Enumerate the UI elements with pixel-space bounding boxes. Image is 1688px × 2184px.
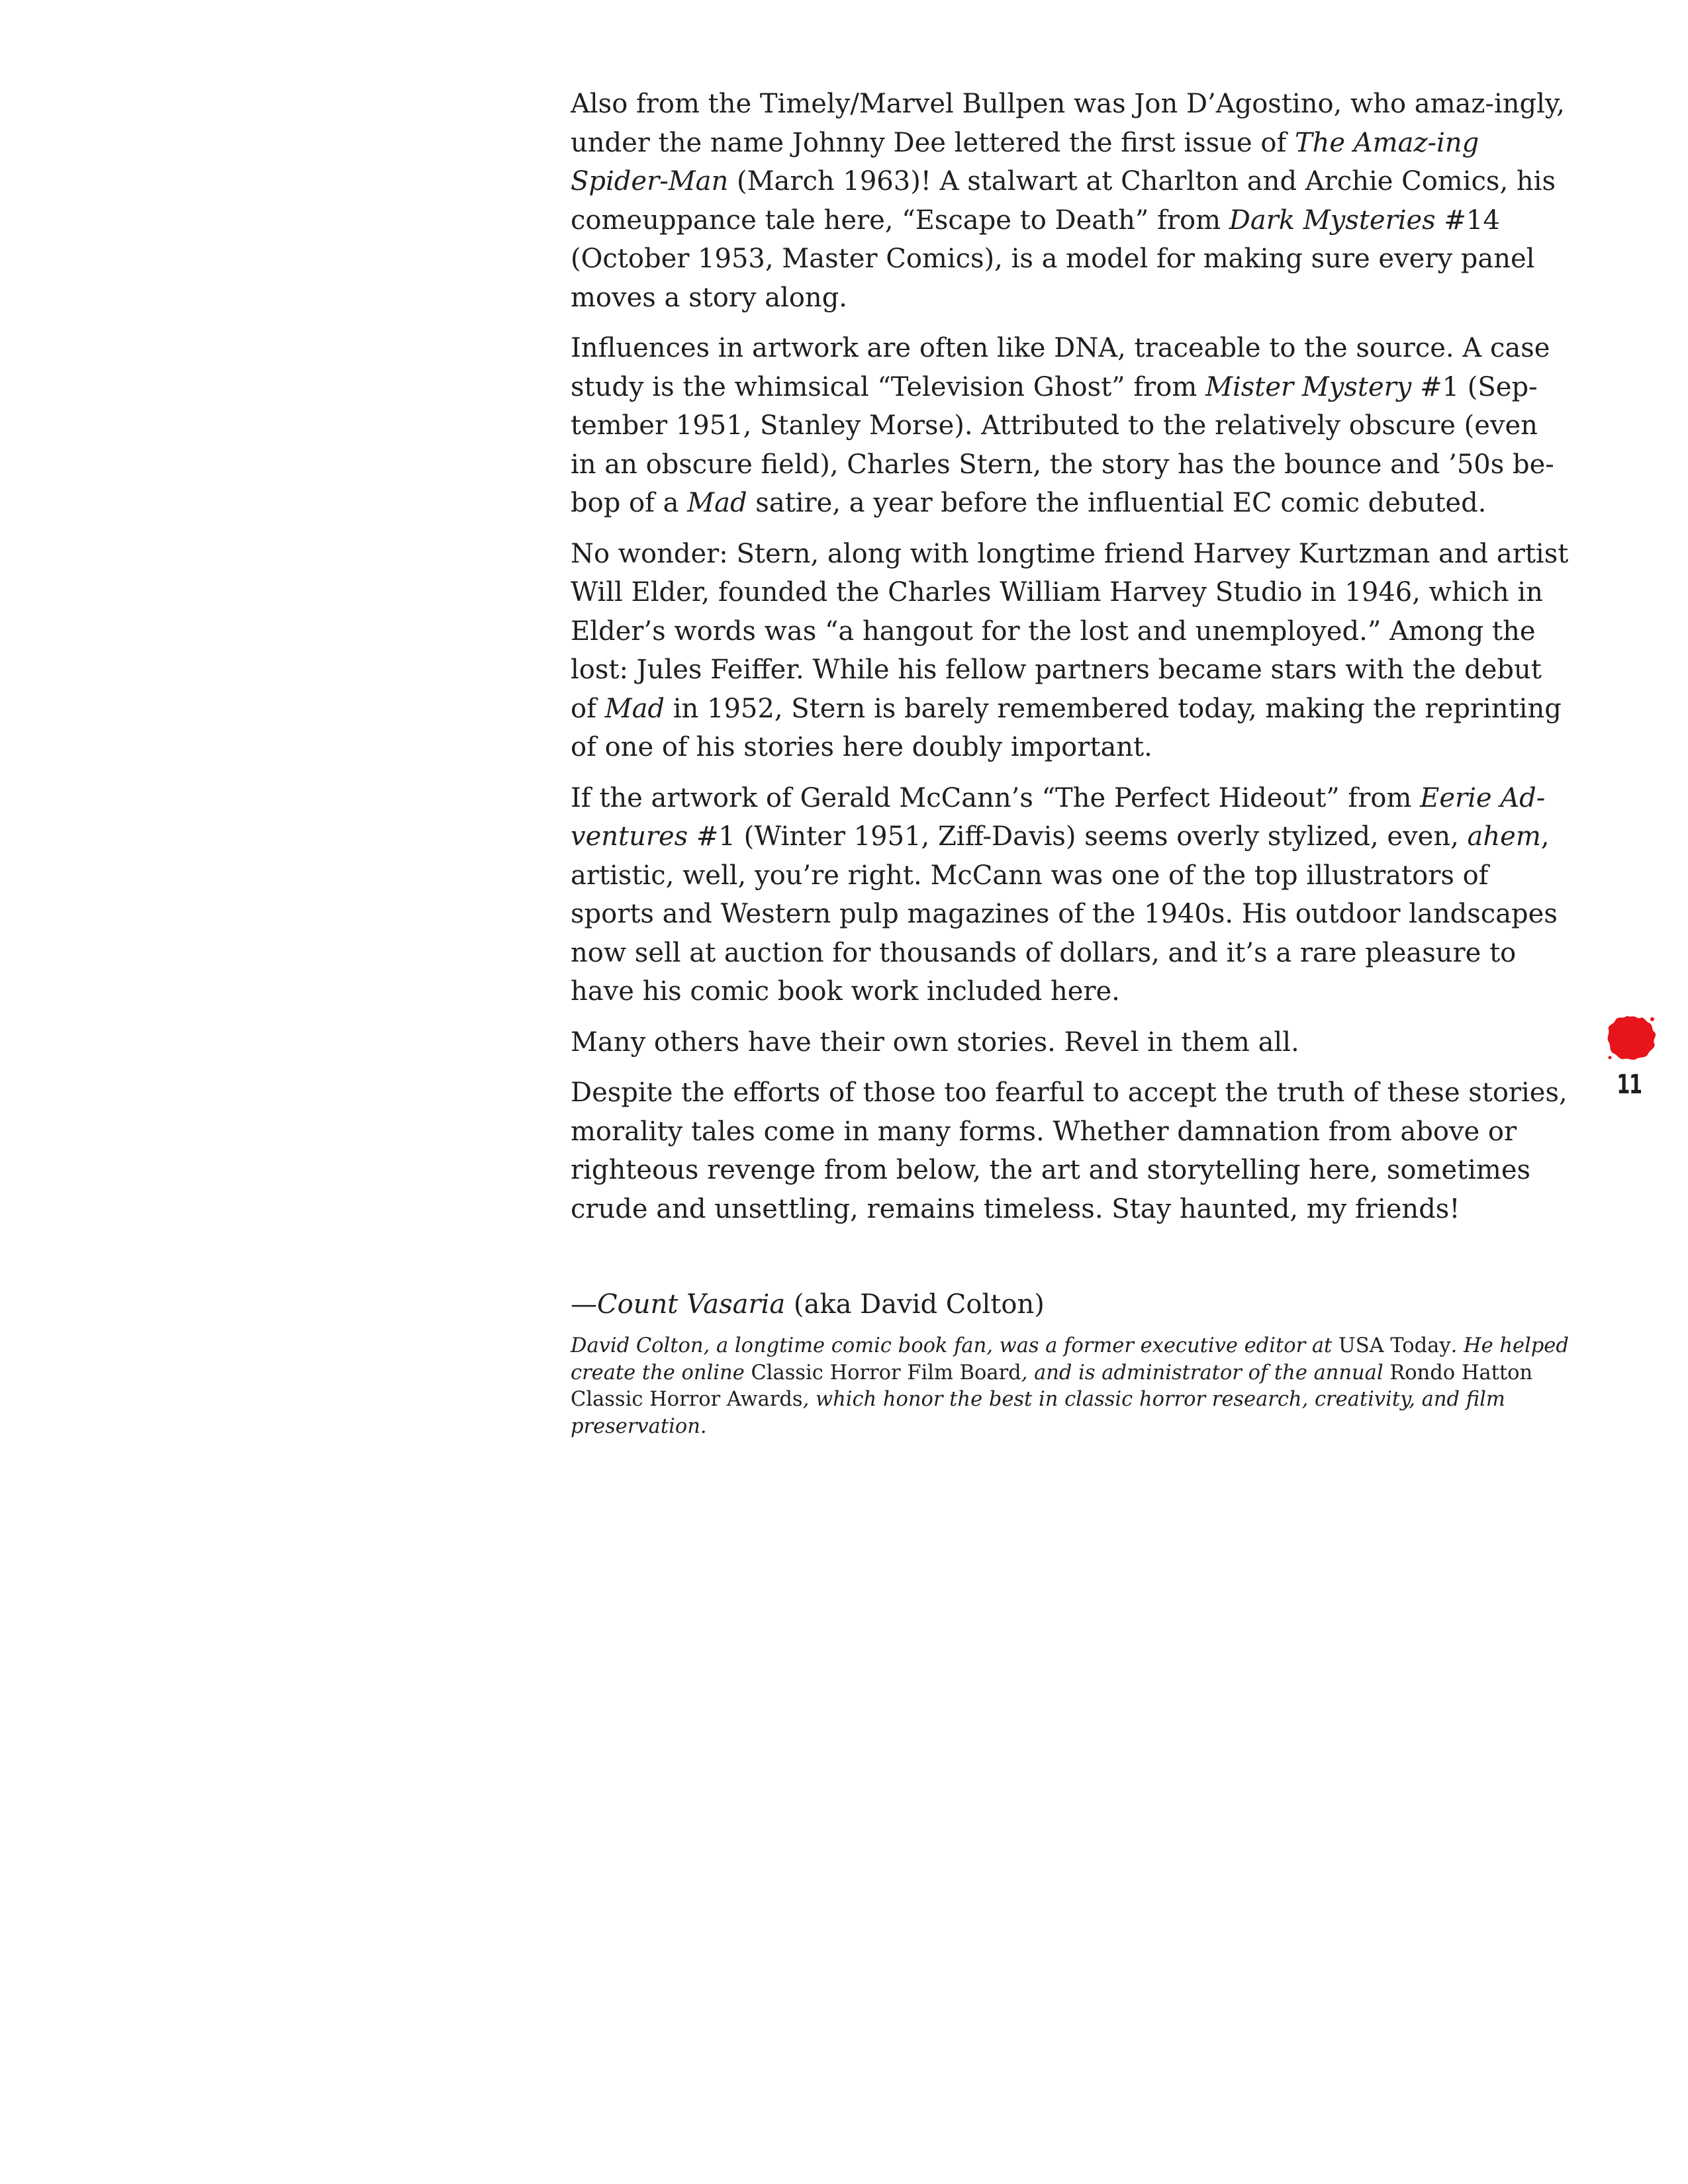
segment-italic: Eerie Ad-ventures — [571, 782, 1546, 852]
paragraph-2 — [571, 329, 1571, 523]
author-signoff — [571, 1285, 1571, 1324]
page-number: 11 — [1617, 1069, 1642, 1100]
signoff-aka: (aka David Colton) — [785, 1289, 1045, 1320]
segment: Influences in artwork are often like DNA, traceable to the source. A case study is the whimsical “Television Ghost” from — [571, 333, 1550, 402]
segment: Many others have their own stories. Revel in them all. — [571, 1026, 1299, 1058]
blood-splatter-icon — [1606, 1014, 1656, 1062]
segment-italic: Mister Mystery — [1205, 371, 1412, 402]
bio-segment-italic: , which honor the best in classic horror research, creativity, and film preservation. — [571, 1388, 1505, 1438]
bio-segment: Classic Horror Film Board — [751, 1361, 1021, 1385]
segment-italic: Mad — [687, 488, 747, 518]
blood-splatter-shape — [1608, 1016, 1656, 1060]
segment: If the artwork of Gerald McCann’s “The Perfect Hideout” from — [571, 782, 1421, 813]
blood-drop — [1609, 1056, 1612, 1060]
folio — [1601, 1014, 1660, 1120]
paragraph-3 — [571, 535, 1571, 767]
segment: satire, a year before the influential EC comic debuted. — [747, 488, 1487, 518]
bio-segment-italic: , and is administrator of the annual — [1021, 1361, 1390, 1385]
article-body — [571, 85, 1571, 1440]
paragraph-4 — [571, 779, 1571, 1011]
bio-segment: Rondo Hatton Classic Horror Awards — [571, 1361, 1533, 1411]
paragraph-6 — [571, 1073, 1571, 1228]
paragraph-5 — [571, 1023, 1571, 1062]
segment: #1 (Winter 1951, Ziff-Davis) seems overly stylized, even, — [688, 821, 1468, 852]
segment: Despite the efforts of those too fearful to accept the truth of these stories, morality tales come in many forms. Whether damnation from above or righteous revenge from below, the art and storytelling here, sometimes crude and unsettling, remains timeless. Stay haunted, my friends! — [571, 1077, 1568, 1224]
segment-italic: Mad — [604, 693, 665, 724]
segment: No wonder: Stern, along with longtime friend Harvey Kurtzman and artist Will Elder, founded the Charles William Harvey Studio in 1946, which in Elder’s words was “a hangout for the lost and unemployed.” Among the lost: Jules Feiffer. While his fellow partners became stars with the debut of — [571, 538, 1569, 724]
segment: #14 (October 1953, Master Comics), is a model for making sure every panel moves a story along. — [571, 205, 1535, 313]
blood-drop — [1650, 1017, 1654, 1021]
bio-segment: USA Today — [1338, 1334, 1451, 1357]
segment: #1 (Sep-tember 1951, Stanley Morse). Attributed to the relatively obscure (even in an obscure field), Charles Stern, the story has the bounce and ’50s be-bop of a — [571, 371, 1554, 518]
segment: (March 1963)! A stalwart at Charlton and Archie Comics, his comeuppance tale here, “Escape to Death” from — [571, 166, 1556, 236]
segment-italic: Dark Mysteries — [1229, 205, 1436, 236]
author-bio — [571, 1333, 1571, 1440]
segment: , artistic, well, you’re right. McCann was one of the top illustrators of sports and Western pulp magazines of the 1940s. His outdoor landscapes now sell at auction for thousands of dollars, and it’s a rare pleasure to have his comic book work included here. — [571, 821, 1558, 1007]
signoff-dash: — — [571, 1289, 597, 1320]
segment: Also from the Timely/Marvel Bullpen was Jon D’Agostino, who amaz-ingly, under the name Johnny Dee lettered the first issue of — [571, 89, 1565, 158]
paragraph-1 — [571, 85, 1571, 317]
segment-italic: ahem — [1467, 821, 1541, 852]
bio-segment-italic: David Colton, a longtime comic book fan, was a former executive editor at — [571, 1334, 1338, 1357]
segment-italic: The Amaz-ing Spider-Man — [571, 127, 1479, 197]
segment: in 1952, Stern is barely remembered today, making the reprinting of one of his stories here doubly important. — [571, 693, 1562, 762]
bio-segment-italic: . He helped create the online — [571, 1334, 1569, 1385]
signoff-name: Count Vasaria — [597, 1289, 786, 1320]
